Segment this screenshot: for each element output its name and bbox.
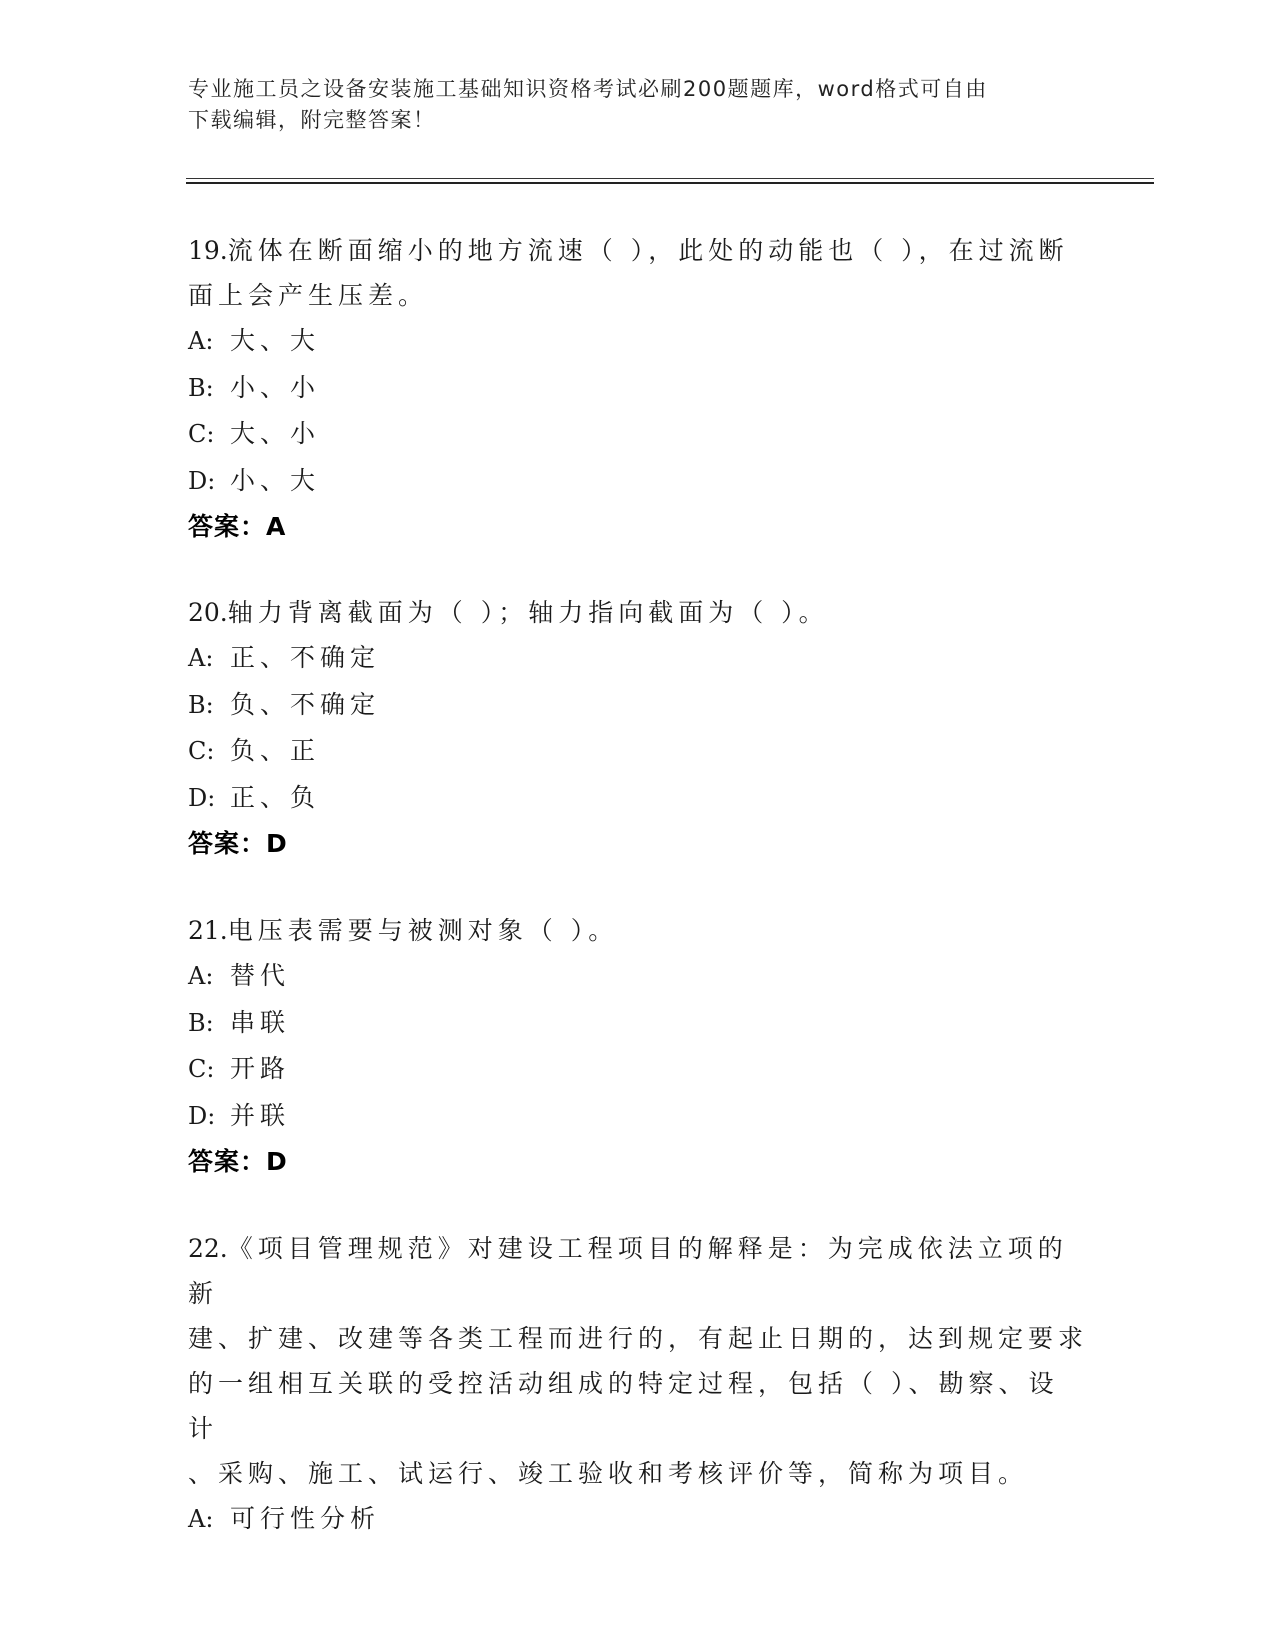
option-letter: A: (188, 327, 214, 355)
header-rule-thin (186, 178, 1154, 179)
question-stem-line: 流体在断面缩小的地方流速（ ），此处的动能也（ ），在过流断 (227, 236, 1069, 265)
option-a (188, 318, 1088, 365)
option-d (188, 1093, 1088, 1140)
option-b (188, 1000, 1088, 1047)
question-stem-line: 面上会产生压差。 (188, 281, 429, 310)
option-c (188, 1046, 1088, 1093)
option-letter: C: (188, 737, 215, 765)
option-text: 替代 (230, 961, 291, 990)
question-stem (188, 1226, 1088, 1316)
option-letter: D: (188, 1101, 216, 1130)
option-letter: C: (188, 420, 215, 448)
option-letter: B: (188, 690, 214, 719)
option-letter: B: (188, 373, 214, 402)
option-letter: D: (188, 466, 216, 495)
answer-line: 答案：D (188, 829, 288, 858)
header-line-1: 专业施工员之设备安装施工基础知识资格考试必刷200题题库，word格式可自由 (188, 77, 988, 101)
option-d (188, 775, 1088, 822)
option-a (188, 1496, 1088, 1543)
option-text: 串联 (230, 1007, 291, 1037)
option-letter: A: (188, 644, 214, 672)
answer-line: 答案：D (188, 1147, 288, 1176)
option-c (188, 728, 1088, 775)
option-text: 小、小 (230, 372, 321, 402)
question-19 (188, 228, 1088, 549)
option-a (188, 953, 1088, 1000)
question-number: 19. (188, 236, 228, 265)
option-d (188, 458, 1088, 505)
option-letter: A: (188, 962, 214, 990)
question-stem-line: 《项目管理规范》对建设工程项目的解释是：为完成依法立项的新 (188, 1234, 1068, 1308)
option-text: 可行性分析 (230, 1504, 381, 1533)
question-number: 21. (188, 916, 228, 945)
question-22 (188, 1226, 1088, 1543)
option-letter: A: (188, 1505, 214, 1533)
question-number: 20. (188, 598, 228, 627)
option-text: 正、不确定 (230, 643, 381, 672)
option-b (188, 682, 1088, 729)
header-rule-thick (186, 182, 1154, 184)
answer-line: 答案：A (188, 512, 287, 541)
option-text: 大、大 (230, 326, 321, 355)
question-stem-line: 、采购、施工、试运行、竣工验收和考核评价等，简称为项目。 (188, 1459, 1029, 1488)
question-stem (188, 908, 1088, 953)
option-text: 开路 (230, 1054, 291, 1083)
question-stem-line: 的一组相互关联的受控活动组成的特定过程，包括（ ）、勘察、设计 (188, 1369, 1059, 1443)
option-c (188, 411, 1088, 458)
option-text: 负、正 (230, 736, 321, 765)
question-stem-line: 轴力背离截面为（ ）；轴力指向截面为（ ）。 (227, 598, 829, 627)
option-text: 正、负 (230, 782, 321, 812)
question-stem (188, 228, 1088, 273)
document-header (188, 74, 1088, 136)
option-letter: C: (188, 1055, 215, 1083)
option-letter: D: (188, 783, 216, 812)
header-line-2: 下载编辑，附完整答案！ (188, 108, 436, 132)
question-20 (188, 590, 1088, 866)
question-stem-line: 电压表需要与被测对象（ ）。 (227, 916, 619, 945)
option-letter: B: (188, 1008, 214, 1037)
question-stem (188, 590, 1088, 635)
question-21 (188, 908, 1088, 1184)
option-text: 大、小 (230, 419, 321, 448)
option-text: 小、大 (230, 465, 321, 495)
option-b (188, 365, 1088, 412)
question-stem-line: 建、扩建、改建等各类工程而进行的，有起止日期的，达到规定要求 (188, 1324, 1089, 1353)
option-text: 负、不确定 (230, 689, 381, 719)
question-number: 22. (188, 1234, 228, 1263)
option-a (188, 635, 1088, 682)
option-text: 并联 (230, 1100, 291, 1130)
